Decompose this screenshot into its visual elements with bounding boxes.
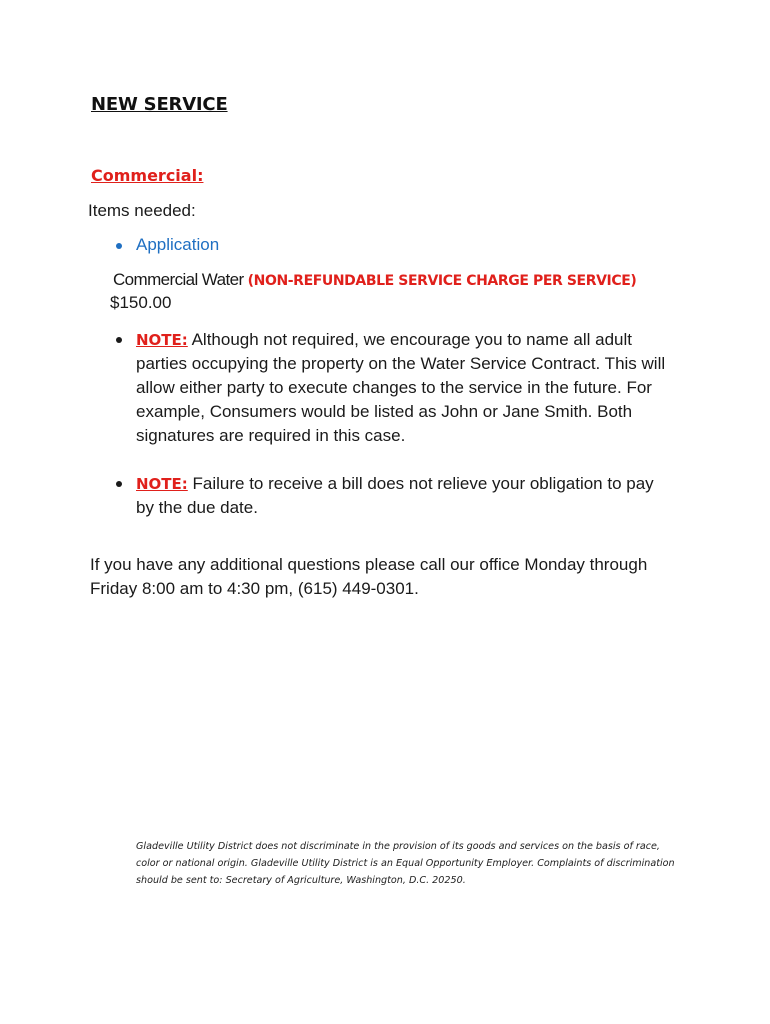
items-needed-label: Items needed: xyxy=(88,201,196,220)
note-text: Although not required, we encourage you to name all adult parties occupying the property on the Water Service Contract. This will allow either party to execute changes to the service in the future. For example, Consumers would be listed as John or Jane Smith. Both signatures are required in this case. xyxy=(136,330,666,445)
bullet-icon xyxy=(116,243,122,249)
note-text: Failure to receive a bill does not relieve your obligation to pay by the due date. xyxy=(136,474,654,517)
bullet-icon xyxy=(116,337,122,343)
commercial-water-line xyxy=(113,270,636,290)
commercial-water-label: Commercial Water xyxy=(113,270,248,289)
bullet-icon xyxy=(116,481,122,487)
note-label: NOTE: xyxy=(136,475,188,493)
contact-paragraph: If you have any additional questions please call our office Monday through Friday 8:00 am to 4:30 pm, (615) 449-0301. xyxy=(90,555,648,598)
page-title: NEW SERVICE xyxy=(91,94,228,115)
note-label: NOTE: xyxy=(136,331,188,349)
list-item-application: Application xyxy=(136,235,220,254)
section-heading-commercial: Commercial: xyxy=(91,166,204,185)
non-discrimination-disclaimer: Gladeville Utility District does not discriminate in the provision of its goods and services on the basis of race, color or national origin. Gladeville Utility District is an Equal Opportunity Employer. Complaints of discrimination should be sent to: Secretary of Agriculture, Washington, D.C. 20250. xyxy=(136,841,675,886)
service-price: $150.00 xyxy=(110,293,172,312)
service-charge-note: (NON-REFUNDABLE SERVICE CHARGE PER SERVICE) xyxy=(247,273,637,289)
note-item xyxy=(136,472,676,520)
note-item xyxy=(136,328,676,448)
